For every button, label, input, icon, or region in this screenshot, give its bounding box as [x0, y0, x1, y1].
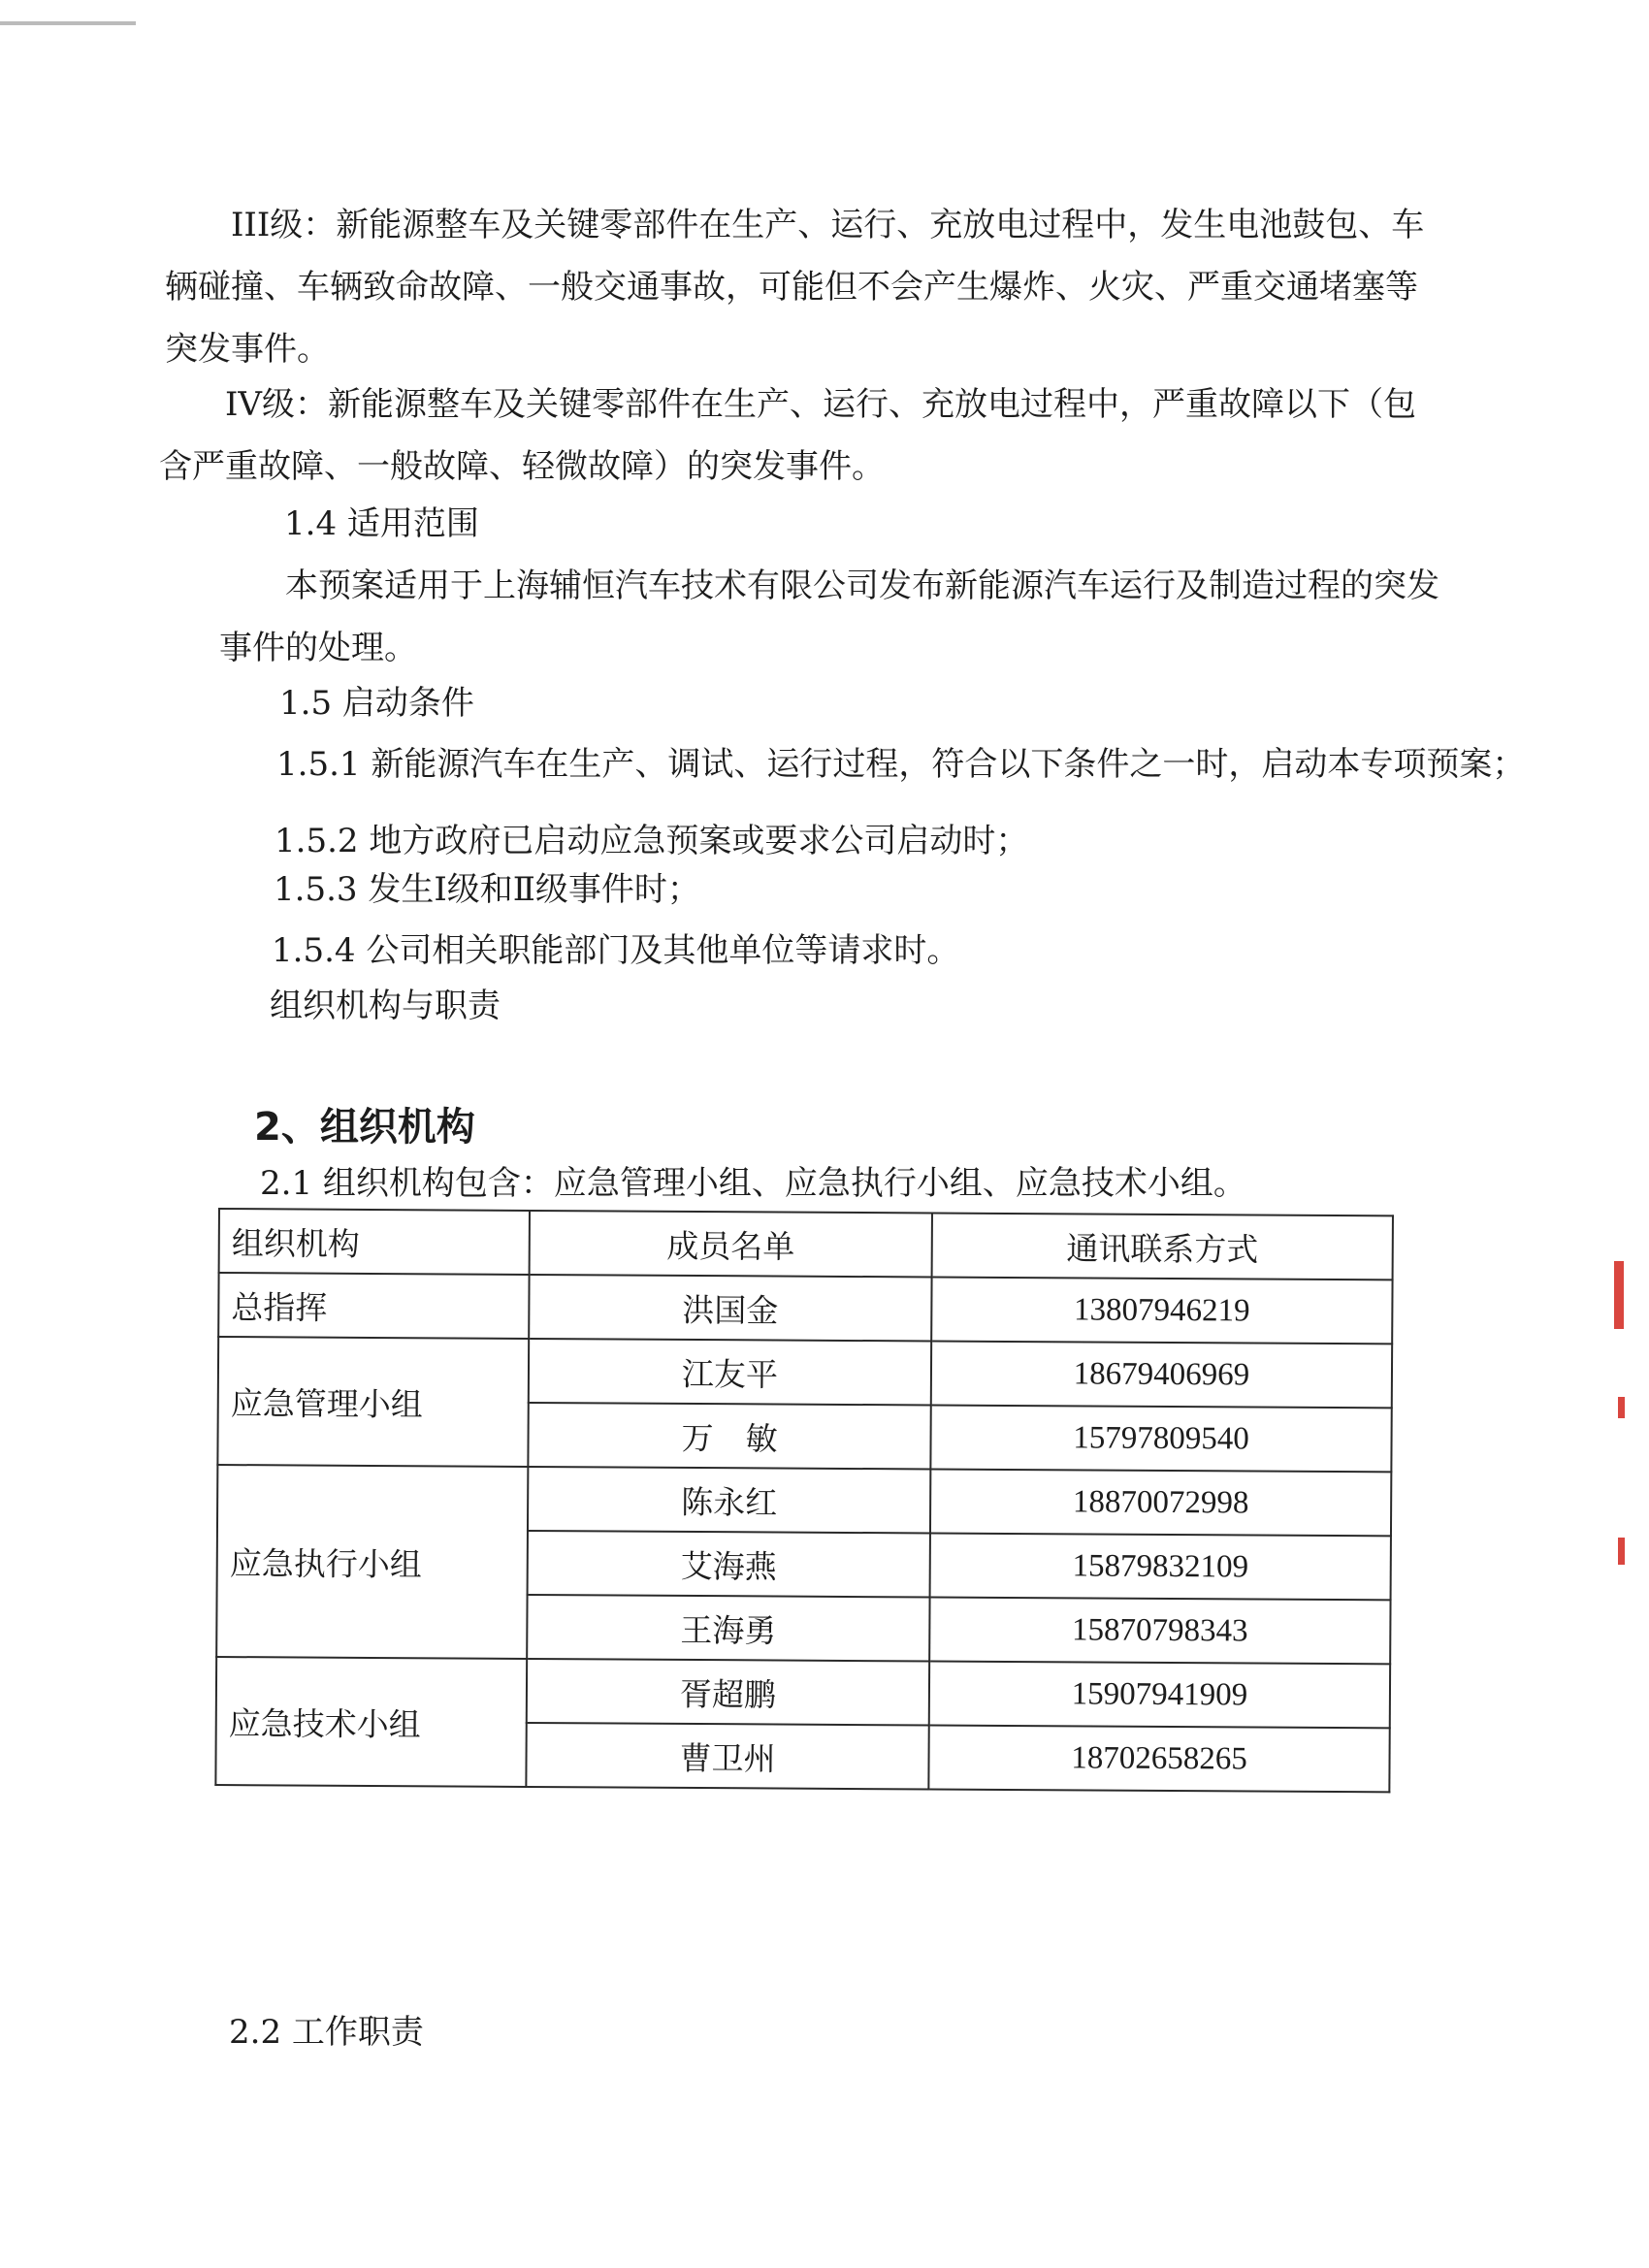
- section-1-4-heading: 1.4 适用范围: [284, 504, 479, 543]
- phone-cell: 15797809540: [930, 1405, 1391, 1472]
- phone-cell: 13807946219: [931, 1277, 1392, 1344]
- table-header-row: [219, 1209, 1393, 1280]
- phone-cell: 18702658265: [928, 1725, 1389, 1792]
- table-row: [217, 1465, 1391, 1536]
- condition-1-5-2: 1.5.2 地方政府已启动应急预案或要求公司启动时；: [275, 822, 1029, 860]
- table-row: [218, 1273, 1392, 1344]
- phone-cell: 18870072998: [930, 1469, 1391, 1536]
- org-duty-line: 组织机构与职责: [270, 987, 501, 1025]
- table-row: [218, 1337, 1392, 1408]
- level-3-paragraph: III级：新能源整车及关键零部件在生产、运行、充放电过程中，发生电池鼓包、车辆碰撞、车辆致命故障、一般交通事故，可能但不会产生爆炸、火灾、严重交通堵塞等突发事件。: [165, 206, 1425, 369]
- condition-1-5-1: 1.5.1 新能源汽车在生产、调试、运行过程，符合以下条件之一时，启动本专项预案；: [276, 745, 1526, 784]
- member-cell: 江友平: [529, 1339, 931, 1406]
- group-cell: 总指挥: [218, 1273, 529, 1339]
- header-cell-members: 成员名单: [530, 1211, 932, 1278]
- header-cell-contact: 通讯联系方式: [932, 1213, 1393, 1280]
- phone-cell: 18679406969: [931, 1341, 1392, 1408]
- condition-1-5-4: 1.5.4 公司相关职能部门及其他单位等请求时。: [272, 931, 960, 970]
- organization-table: [214, 1208, 1394, 1793]
- table-row: [216, 1657, 1390, 1728]
- section-2-1-text: 2.1 组织机构包含：应急管理小组、应急执行小组、应急技术小组。: [260, 1164, 1246, 1203]
- member-cell: 胥超鹏: [527, 1659, 929, 1726]
- red-stamp-edge: [1614, 1261, 1624, 1329]
- section-1-5-heading: 1.5 启动条件: [279, 684, 474, 723]
- member-cell: 洪国金: [529, 1275, 931, 1342]
- level-4-paragraph: IV级：新能源整车及关键零部件在生产、运行、充放电过程中，严重故障以下（包含严重故障、一般故障、轻微故障）的突发事件。: [159, 385, 1416, 486]
- phone-cell: 15870798343: [929, 1597, 1390, 1664]
- red-stamp-edge: [1618, 1397, 1625, 1418]
- group-cell: 应急管理小组: [217, 1337, 529, 1467]
- condition-1-5-3: 1.5.3 发生Ⅰ级和Ⅱ级事件时；: [274, 870, 700, 909]
- group-cell: 应急技术小组: [215, 1657, 527, 1787]
- member-cell: 万 敏: [528, 1403, 930, 1470]
- header-cell-organization: 组织机构: [219, 1209, 530, 1275]
- scope-paragraph: 本预案适用于上海辅恒汽车技术有限公司发布新能源汽车运行及制造过程的突发事件的处理。: [219, 567, 1439, 667]
- member-cell: 曹卫州: [526, 1723, 928, 1790]
- group-cell: 应急执行小组: [216, 1465, 528, 1659]
- section-2-heading: 2、组织机构: [254, 1105, 475, 1150]
- scan-artifact: [0, 21, 136, 25]
- phone-cell: 15879832109: [930, 1533, 1391, 1600]
- phone-cell: 15907941909: [929, 1661, 1390, 1728]
- member-cell: 王海勇: [527, 1595, 929, 1662]
- member-cell: 陈永红: [528, 1467, 930, 1534]
- section-2-2-heading: 2.2 工作职责: [229, 2013, 424, 2052]
- member-cell: 艾海燕: [528, 1531, 930, 1598]
- red-stamp-edge: [1618, 1538, 1625, 1565]
